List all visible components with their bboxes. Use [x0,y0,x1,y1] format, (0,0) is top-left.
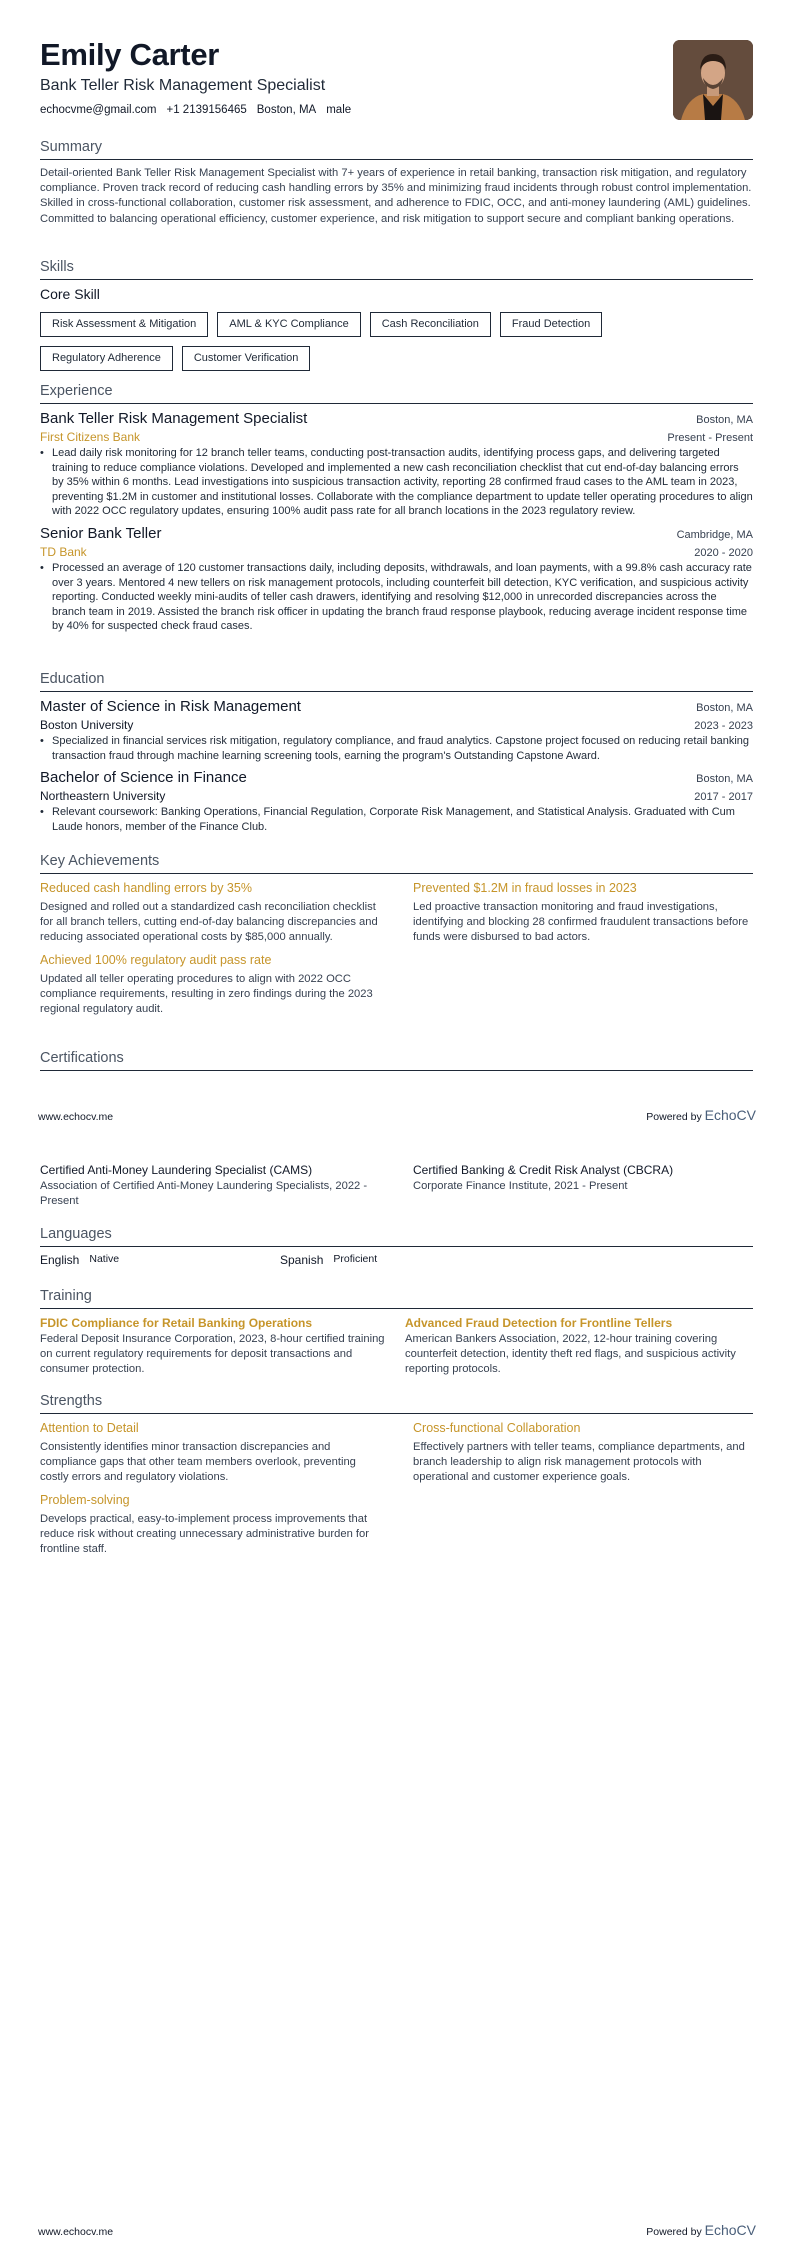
location: Boston, MA [256,104,317,116]
skills-heading: Skills [40,258,753,280]
job-title: Senior Bank Teller [40,524,162,542]
achievement-text: Led proactive transaction monitoring and fraud investigations, identifying and blocking 28 confirmed fraudulent transactions before funds were disbursed to bad actors. [413,901,749,944]
echocv-logo[interactable]: EchoCV [704,1107,756,1123]
school-name: Boston University [40,718,134,732]
job-entry [40,525,753,634]
degree-title: Master of Science in Risk Management [40,698,301,715]
language-level: Proficient [333,1253,378,1265]
powered-by-label: Powered by [646,2226,702,2238]
education-location: Boston, MA [696,702,753,714]
achievement-text: Designed and rolled out a standardized cash reconciliation checklist for all branch tellers, cutting end-of-day balancing discrepancies and reducing associated operational costs by $85,000 annually. [40,901,378,944]
job-dates: 2020 - 2020 [694,546,753,559]
training-item [40,1315,392,1378]
language-level: Native [89,1253,120,1265]
strength-title: Problem-solving [40,1492,130,1507]
achievement-title: Prevented $1.2M in fraud losses in 2023 [413,881,637,895]
summary-text: Detail-oriented Bank Teller Risk Management Specialist with 7+ years of experience in retail banking, transaction risk mitigation, and regulatory compliance. Proven track record of reducing cash handling errors by 35% and minimizing fraud incidents through robust control implementation. Skilled in cross-functional collaboration, customer risk assessment, and adherence to FDIC, OCC, and anti-money laundering (AML) guidelines. Committed to balancing operational efficiency, customer experience, and risk mitigation to support secure and compliant banking operations. [40,167,752,225]
page-footer [38,2222,756,2238]
education-entry [40,698,753,763]
education-description: • Relevant coursework: Banking Operations, Financial Regulation, Corporate Risk Management, and Statistical Analysis. Graduated with Cum Laude honors, member of the Finance Club. [40,805,753,834]
education-description: • Specialized in financial services risk mitigation, regulatory compliance, and fraud analytics. Capstone project focused on reducing retail banking transaction fraud through machine learning screening tools, earning the program's Outstanding Capstone Award. [40,734,753,763]
achievement-text: Updated all teller operating procedures to align with 2022 OCC compliance requirements, resulting in zero findings during the 2023 regional regulatory audit. [40,972,373,1016]
strength-item [40,1492,380,1558]
education-section [40,670,753,834]
education-dates: 2017 - 2017 [694,791,753,804]
language-item [40,1253,280,1267]
skill-chip: Regulatory Adherence [40,346,173,371]
skills-group-title: Core Skill [40,286,100,302]
school-name: Northeastern University [40,789,166,804]
job-description: • Processed an average of 120 customer transactions daily, including deposits, withdrawals, and loan payments, with a 99.8% cash accuracy rate over 3 years. Mentored 4 new tellers on risk management protocols, including counterfeit bill detection, KYC verification, and suspicious activity reporting. Conducted weekly mini-audits of teller cash drawers, identifying and resolving $12,000 in unrecorded discrepancies across the branch team in 2019. Assisted the branch risk officer in updating the branch fraud response playbook, reducing average incident response time by 40% for suspected check fraud cases. [40,561,753,634]
languages-heading: Languages [40,1225,753,1247]
strength-title: Cross-functional Collaboration [413,1421,581,1435]
strength-text: Develops practical, easy-to-implement process improvements that reduce risk without creating unnecessary administrative burden for frontline staff. [40,1512,369,1556]
certifications-list [40,1163,753,1209]
certification-detail: Corporate Finance Institute, 2021 - Present [413,1180,628,1192]
job-entry [40,410,753,519]
job-dates: Present - Present [667,432,753,444]
phone[interactable]: +1 2139156465 [166,104,247,116]
strength-item [413,1420,753,1486]
skill-chip: Fraud Detection [500,312,602,337]
skills-section [40,258,753,371]
achievements-heading: Key Achievements [40,852,753,874]
training-text: Federal Deposit Insurance Corporation, 2023, 8-hour certified training on current regulatory requirements for deposit transactions and consumer protection. [40,1333,385,1376]
contact-info [40,104,753,116]
gender: male [326,104,352,116]
certifications-heading: Certifications [40,1049,753,1071]
experience-heading: Experience [40,382,753,404]
education-dates: 2023 - 2023 [694,720,753,732]
skill-chips [40,312,680,371]
portrait-image [673,40,753,120]
job-location: Cambridge, MA [676,528,753,541]
candidate-name: Emily Carter [40,37,220,72]
powered-by-label: Powered by [646,1111,702,1123]
echocv-logo[interactable]: EchoCV [704,2222,756,2238]
training-section [40,1287,753,1378]
achievement-title: Achieved 100% regulatory audit pass rate [40,952,272,967]
summary-section [40,138,753,227]
achievement-item [40,952,380,1018]
job-organization: First Citizens Bank [40,430,141,444]
training-title: Advanced Fraud Detection for Frontline Tellers [405,1316,673,1330]
achievement-item [413,880,753,946]
language-name: English [40,1253,80,1267]
job-description: • Lead daily risk monitoring for 12 branch teller teams, conducting post-transaction audits, identifying process gaps, and delivering targeted training to reduce compliance violations. Developed and implemented a new cash reconciliation checklist that cut end-of-day balancing errors by 35% within 6 months. Lead investigations into suspicious transaction activity, reporting 28 confirmed fraud cases to the AML team in 2023, preventing $1.2M in customer and institutional losses. Collaborate with the compliance department to update teller operating procedures to align with 2022 OCC regulatory updates, ensuring 100% audit pass rate for all branch locations in the 2023 regulatory review. [40,446,753,519]
education-location: Boston, MA [696,773,753,786]
summary-heading: Summary [40,138,753,160]
language-item [280,1253,520,1267]
skill-chip: Risk Assessment & Mitigation [40,312,208,337]
job-location: Boston, MA [696,414,753,426]
strength-title: Attention to Detail [40,1421,139,1435]
certifications-section [40,1049,753,1071]
language-name: Spanish [280,1253,324,1267]
education-heading: Education [40,670,753,692]
achievement-item [40,880,380,946]
strengths-section [40,1392,753,1557]
certification-item [413,1163,753,1209]
job-title: Bank Teller Risk Management Specialist [40,410,308,427]
footer-site-link[interactable]: www.echocv.me [38,1111,114,1123]
candidate-role: Bank Teller Risk Management Specialist [40,77,326,94]
strength-text: Effectively partners with teller teams, compliance departments, and branch leadership to align risk management protocols with operational and customer experience goals. [413,1441,745,1484]
profile-photo [673,40,753,120]
training-text: American Bankers Association, 2022, 12-hour training covering counterfeit detection, identity theft red flags, and suspicious activity reporting protocols. [405,1333,736,1376]
certification-item [40,1163,380,1209]
experience-section [40,382,753,634]
certification-name: Certified Banking & Credit Risk Analyst (CBCRA) [413,1163,674,1177]
skill-chip: AML & KYC Compliance [217,312,360,337]
strength-text: Consistently identifies minor transaction discrepancies and compliance gaps that other team members overlook, preventing costly errors and regulatory violations. [40,1441,356,1484]
strength-item [40,1420,380,1486]
page-footer [38,1107,756,1123]
languages-section [40,1225,753,1267]
training-item [405,1315,745,1378]
training-heading: Training [40,1287,753,1309]
footer-site-link[interactable]: www.echocv.me [38,2226,114,2238]
email[interactable]: echocvme@gmail.com [40,104,157,116]
resume-header [40,36,753,126]
achievements-section [40,852,753,1017]
education-entry [40,769,753,834]
degree-title: Bachelor of Science in Finance [40,769,247,787]
skill-chip: Cash Reconciliation [370,312,491,337]
skill-chip: Customer Verification [182,346,311,371]
training-title: FDIC Compliance for Retail Banking Operations [40,1316,313,1330]
achievement-title: Reduced cash handling errors by 35% [40,881,252,895]
certification-detail: Association of Certified Anti-Money Laundering Specialists, 2022 - Present [40,1180,368,1208]
strengths-heading: Strengths [40,1392,753,1414]
certification-name: Certified Anti-Money Laundering Specialist (CAMS) [40,1163,313,1177]
job-organization: TD Bank [40,544,87,559]
